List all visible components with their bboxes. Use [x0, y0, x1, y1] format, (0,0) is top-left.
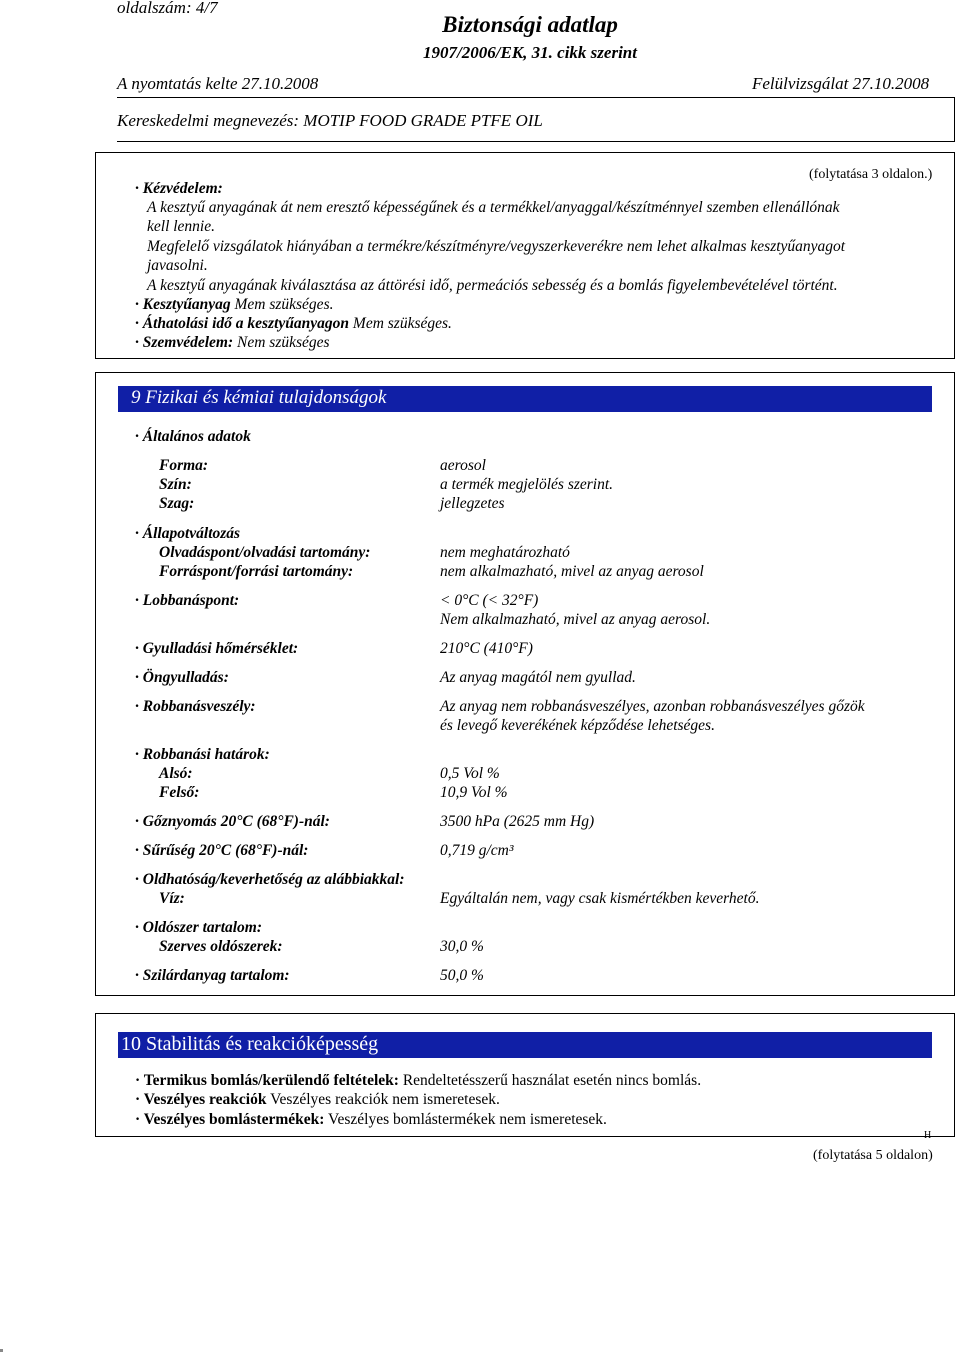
page-number: oldalszám: 4/7	[117, 0, 218, 17]
self-ignition-label: · Öngyulladás:	[135, 669, 229, 686]
general-data-label: · Általános adatok	[135, 428, 251, 445]
density-value: 0,719 g/cm³	[440, 842, 514, 859]
form-label: Forma:	[159, 457, 209, 474]
section8-continuation-box	[95, 152, 955, 359]
solubility-label: · Oldhatóság/keverhetőség az alábbiakkal:	[135, 871, 405, 888]
odor-value: jellegzetes	[440, 495, 505, 512]
melting-point-value: nem meghatározható	[440, 544, 570, 561]
penetration-time-value: Mem szükséges.	[352, 315, 452, 332]
color-label: Szín:	[159, 476, 192, 493]
hand-protection-label: · Kézvédelem:	[135, 180, 223, 197]
header-divider-bottom	[117, 141, 955, 142]
boiling-point-label: Forráspont/forrási tartomány:	[159, 563, 354, 580]
continued-to: (folytatása 5 oldalon)	[813, 1148, 933, 1163]
upper-limit-value: 10,9 Vol %	[440, 784, 508, 801]
decomposition-products-row	[135, 1110, 607, 1130]
upper-limit-label: Felső:	[159, 784, 200, 801]
section9-box	[95, 372, 955, 996]
flash-point-value-2: Nem alkalmazható, mivel az anyag aerosol.	[440, 611, 711, 628]
eye-protection-row	[135, 333, 330, 353]
section10-box	[95, 1013, 955, 1137]
print-date: A nyomtatás kelte 27.10.2008	[117, 74, 319, 93]
thermal-decomposition-value: Rendeltetésszerű használat esetén nincs bomlás.	[402, 1072, 702, 1089]
melting-point-label: Olvadáspont/olvadási tartomány:	[159, 544, 371, 561]
solids-content-label: · Szilárdanyag tartalom:	[135, 967, 290, 984]
hand-protection-text-1: A kesztyű anyagának át nem eresztő képességűnek és a termékkel/anyaggal/készítménnyel szemben ellenállónak	[147, 199, 840, 216]
lower-limit-label: Alsó:	[159, 765, 193, 782]
density-label: · Sűrűség 20°C (68°F)-nál:	[135, 842, 309, 859]
footer-mark: H	[924, 1130, 932, 1141]
boiling-point-value: nem alkalmazható, mivel az anyag aerosol	[440, 563, 704, 580]
odor-label: Szag:	[159, 495, 195, 512]
glove-material-label: · Kesztyűanyag	[135, 296, 231, 313]
hand-protection-text-3: Megfelelő vizsgálatok hiányában a termékre/készítményre/vegyszerkeverékre nem lehet alkalmas kesztyűanyagot	[147, 238, 846, 255]
explosion-limits-label: · Robbanási határok:	[135, 746, 270, 763]
organic-solvents-label: Szerves oldószerek:	[159, 938, 283, 955]
header-divider-top	[117, 97, 955, 98]
hand-protection-text-4: javasolni.	[147, 257, 208, 274]
hazardous-reactions-label: · Veszélyes reakciók	[135, 1091, 267, 1108]
penetration-time-label: · Áthatolási idő a kesztyűanyagon	[135, 315, 350, 332]
lower-limit-value: 0,5 Vol %	[440, 765, 500, 782]
self-ignition-value: Az anyag magától nem gyullad.	[440, 669, 636, 686]
header-right-border	[954, 97, 955, 141]
decomposition-products-label: · Veszélyes bomlástermékek:	[135, 1111, 325, 1128]
glove-material-value: Mem szükséges.	[234, 296, 334, 313]
penetration-time-row	[135, 314, 452, 334]
flash-point-value-1: < 0°C (< 32°F)	[440, 592, 539, 609]
document-title: Biztonsági adatlap	[442, 12, 618, 37]
section9-heading: 9 Fizikai és kémiai tulajdonságok	[118, 386, 932, 412]
water-value: Egyáltalán nem, vagy csak kismértékben keverhető.	[440, 890, 760, 907]
water-label: Víz:	[159, 890, 185, 907]
color-value: a termék megjelölés szerint.	[440, 476, 614, 493]
organic-solvents-value: 30,0 %	[440, 938, 484, 955]
hand-protection-text-2: kell lennie.	[147, 218, 215, 235]
explosion-danger-label: · Robbanásveszély:	[135, 698, 256, 715]
state-change-label: · Állapotváltozás	[135, 525, 241, 542]
hazardous-reactions-value: Veszélyes reakciók nem ismeretesek.	[270, 1091, 500, 1108]
eye-protection-label: · Szemvédelem:	[135, 334, 234, 351]
vapor-pressure-label: · Gőznyomás 20°C (68°F)-nál:	[135, 813, 330, 830]
continued-from: (folytatása 3 oldalon.)	[809, 167, 933, 182]
flash-point-label: · Lobbanáspont:	[135, 592, 240, 609]
glove-material-row	[135, 295, 333, 315]
document-subtitle: 1907/2006/EK, 31. cikk szerint	[423, 43, 637, 62]
decomposition-products-value: Veszélyes bomlástermékek nem ismeretesek.	[328, 1111, 607, 1128]
explosion-danger-value-1: Az anyag nem robbanásveszélyes, azonban robbanásveszélyes gőzök	[440, 698, 865, 715]
trade-name: Kereskedelmi megnevezés: MOTIP FOOD GRADE PTFE OIL	[117, 111, 543, 130]
explosion-danger-value-2: és levegő keverékének képződése lehetséges.	[440, 717, 715, 734]
hazardous-reactions-row	[135, 1090, 500, 1110]
revision-date: Felülvizsgálat 27.10.2008	[752, 74, 930, 93]
form-value: aerosol	[440, 457, 486, 474]
vapor-pressure-value: 3500 hPa (2625 mm Hg)	[440, 813, 595, 830]
solids-content-value: 50,0 %	[440, 967, 484, 984]
section10-heading: 10 Stabilitás és reakcióképesség	[118, 1032, 932, 1058]
ignition-temperature-value: 210°C (410°F)	[440, 640, 533, 657]
thermal-decomposition-label: · Termikus bomlás/kerülendő feltételek:	[135, 1072, 399, 1089]
ignition-temperature-label: · Gyulladási hőmérséklet:	[135, 640, 299, 657]
thermal-decomposition-row	[135, 1071, 701, 1091]
solvent-content-label: · Oldószer tartalom:	[135, 919, 263, 936]
hand-protection-text-5: A kesztyű anyagának kiválasztása az áttörési idő, permeációs sebesség és a bomlás figyelembevételével történt.	[147, 277, 838, 294]
eye-protection-value: Nem szükséges	[237, 334, 330, 351]
